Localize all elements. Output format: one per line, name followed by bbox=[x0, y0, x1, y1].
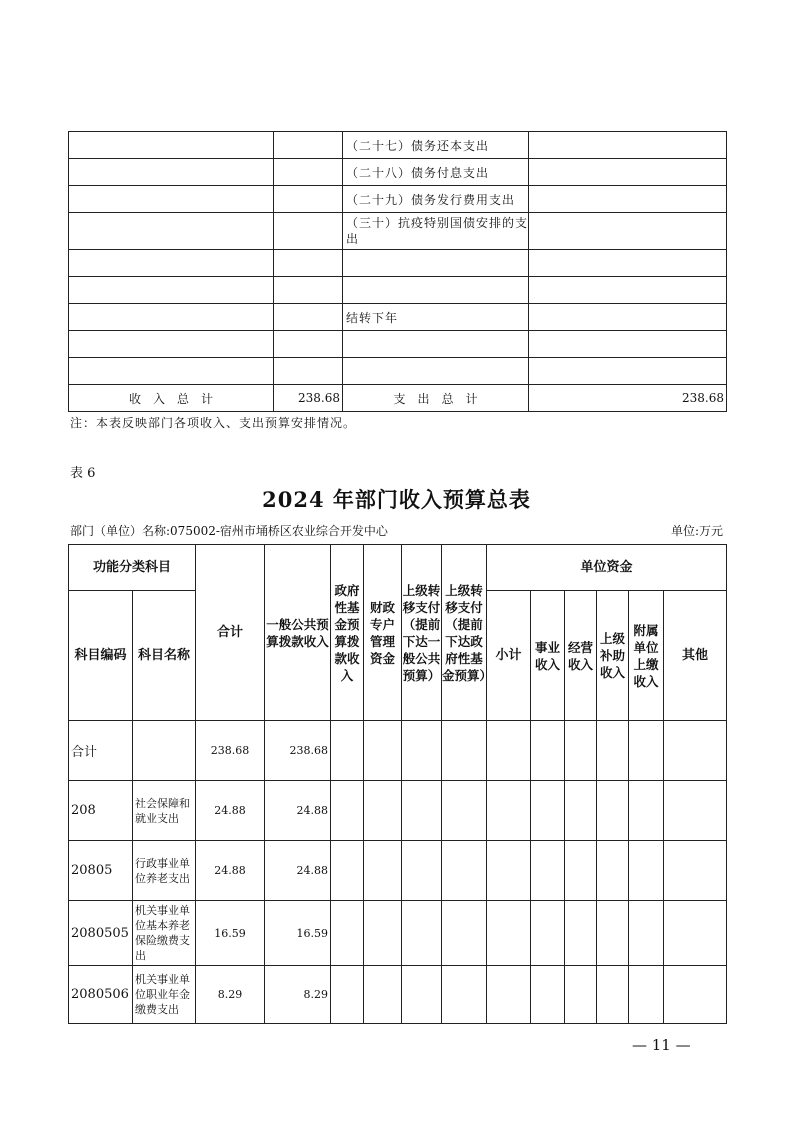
expense-total-value: 238.68 bbox=[529, 385, 727, 412]
expense-item: （三十）抗疫特别国债安排的支出 bbox=[343, 213, 529, 250]
header-name: 科目名称 bbox=[133, 591, 196, 721]
header-subtotal: 小计 bbox=[487, 591, 531, 721]
expense-item: 结转下年 bbox=[343, 304, 529, 331]
expense-total-label: 支 出 总 计 bbox=[343, 385, 529, 412]
header-other: 其他 bbox=[664, 591, 727, 721]
table-row bbox=[69, 358, 727, 385]
row-code: 20805 bbox=[69, 841, 133, 901]
table-row bbox=[69, 250, 727, 277]
row-name bbox=[133, 721, 196, 781]
header-business-income: 事业收入 bbox=[531, 591, 565, 721]
table-row bbox=[69, 841, 727, 901]
expense-item bbox=[343, 250, 529, 277]
income-expense-table bbox=[68, 131, 727, 412]
page-number: — 11 — bbox=[632, 1036, 691, 1054]
row-name: 机关事业单位职业年金缴费支出 bbox=[133, 966, 196, 1024]
table-row bbox=[69, 331, 727, 358]
row-total: 24.88 bbox=[196, 781, 265, 841]
table-row bbox=[69, 304, 727, 331]
table-row bbox=[69, 159, 727, 186]
expense-item bbox=[343, 277, 529, 304]
row-general: 8.29 bbox=[265, 966, 331, 1024]
table-row bbox=[69, 781, 727, 841]
row-total: 238.68 bbox=[196, 721, 265, 781]
header-gov-fund: 政府性基金预算拨款收入 bbox=[331, 545, 364, 721]
row-code: 2080506 bbox=[69, 966, 133, 1024]
budget-income-table bbox=[68, 544, 727, 1024]
expense-item bbox=[343, 331, 529, 358]
table-row bbox=[69, 721, 727, 781]
header-operating-income: 经营收入 bbox=[565, 591, 597, 721]
header-affiliated-income: 附属单位上缴收入 bbox=[629, 591, 664, 721]
department-line: 部门（单位）名称:075002-宿州市埇桥区农业综合开发中心 bbox=[70, 524, 388, 538]
row-total: 8.29 bbox=[196, 966, 265, 1024]
row-name: 社会保障和就业支出 bbox=[133, 781, 196, 841]
row-general: 238.68 bbox=[265, 721, 331, 781]
header-total: 合计 bbox=[196, 545, 265, 721]
header-transfer-general: 上级转移支付（提前下达一般公共预算） bbox=[402, 545, 442, 721]
page-title: 2024 年部门收入预算总表 bbox=[262, 487, 531, 512]
header-func-class: 功能分类科目 bbox=[69, 545, 196, 591]
row-total: 16.59 bbox=[196, 901, 265, 966]
row-name: 行政事业单位养老支出 bbox=[133, 841, 196, 901]
header-special: 财政专户管理资金 bbox=[364, 545, 402, 721]
expense-item: （二十八）债务付息支出 bbox=[343, 159, 529, 186]
expense-item: （二十七）债务还本支出 bbox=[343, 132, 529, 159]
expense-item bbox=[343, 358, 529, 385]
row-total: 24.88 bbox=[196, 841, 265, 901]
header-code: 科目编码 bbox=[69, 591, 133, 721]
income-total-label: 收 入 总 计 bbox=[69, 385, 274, 412]
row-general: 24.88 bbox=[265, 781, 331, 841]
row-code: 合计 bbox=[69, 721, 133, 781]
row-code: 208 bbox=[69, 781, 133, 841]
table-note: 注：本表反映部门各项收入、支出预算安排情况。 bbox=[70, 416, 357, 430]
table-row bbox=[69, 901, 727, 966]
table-row bbox=[69, 277, 727, 304]
table-row bbox=[69, 213, 727, 250]
row-general: 24.88 bbox=[265, 841, 331, 901]
row-name: 机关事业单位基本养老保险缴费支出 bbox=[133, 901, 196, 966]
header-general: 一般公共预算拨款收入 bbox=[265, 545, 331, 721]
expense-item: （二十九）债务发行费用支出 bbox=[343, 186, 529, 213]
unit-line: 单位:万元 bbox=[670, 524, 723, 538]
table-row bbox=[69, 186, 727, 213]
table-row bbox=[69, 132, 727, 159]
header-superior-subsidy: 上级补助收入 bbox=[597, 591, 629, 721]
row-code: 2080505 bbox=[69, 901, 133, 966]
header-unit-funds: 单位资金 bbox=[487, 545, 727, 591]
table-row bbox=[69, 966, 727, 1024]
income-total-value: 238.68 bbox=[274, 385, 343, 412]
header-transfer-fund: 上级转移支付（提前下达政府性基金预算） bbox=[442, 545, 487, 721]
table-label: 表 6 bbox=[70, 466, 96, 481]
header-row bbox=[69, 545, 727, 591]
row-general: 16.59 bbox=[265, 901, 331, 966]
total-row bbox=[69, 385, 727, 412]
